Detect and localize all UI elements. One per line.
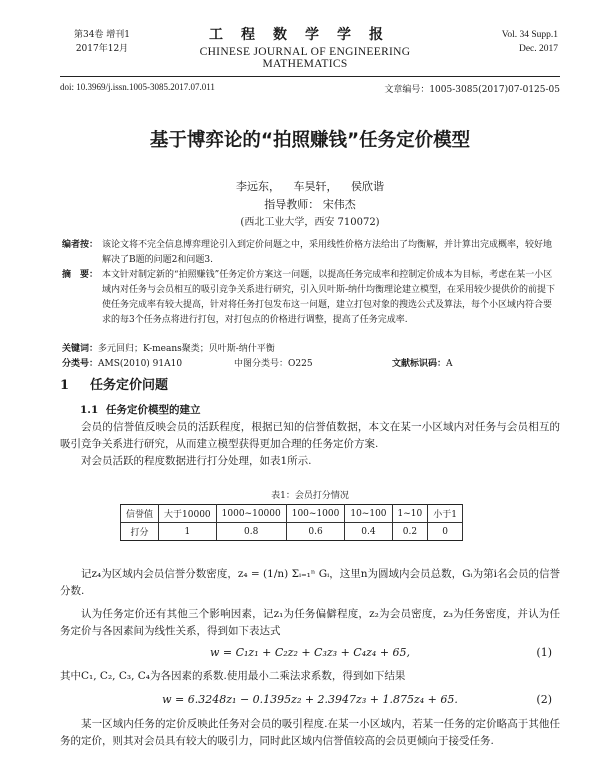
header-right: [468, 28, 558, 56]
doc-code-label: 文献标识码：: [392, 359, 447, 369]
table-header-cell: 大于10000: [159, 505, 217, 523]
authors: 李远东， 车昊轩， 侯欣谐: [236, 180, 384, 193]
equation-2-number: (2): [536, 693, 552, 706]
section-1-1-title: 任务定价模型的建立: [106, 404, 201, 416]
keywords-label: 关键词：: [62, 344, 99, 354]
date-en: Dec. 2017: [518, 44, 558, 54]
table-cell: 0.8: [216, 523, 286, 541]
table-header-cell: 信誉值: [121, 505, 159, 523]
section-1-title: 任务定价问题: [90, 378, 169, 393]
volume-cn: 第34卷 增刊1: [73, 30, 131, 40]
editor-note-text: 该论文将不完全信息博弈理论引入到定价问题之中，采用线性价格方法给出了均衡解，并计算出完成概率，较好地解决了B题的问题2和问题3.: [102, 240, 553, 265]
equation-1-number: (1): [536, 646, 552, 659]
table-header-cell: 小于1: [428, 505, 463, 523]
editor-note-label: 编者按：: [62, 240, 99, 250]
journal-title-en: CHINESE JOURNAL OF ENGINEERING MATHEMATICS: [199, 46, 411, 70]
paragraph-2: 对会员活跃的程度数据进行打分处理，如表1所示.: [81, 455, 312, 467]
equation-1-body: w = C₁z₁ + C₂z₂ + C₃z₃ + C₄z₄ + 65,: [209, 646, 411, 659]
keywords-text: 多元回归；K-means聚类；贝叶斯-纳什平衡: [98, 344, 275, 354]
section-1-number: 1: [60, 378, 70, 393]
table-header-cell: 1~10: [392, 505, 428, 523]
clc-text: O225: [288, 359, 313, 369]
date-cn: 2017年12月: [75, 44, 129, 54]
table-cell: 0.2: [392, 523, 428, 541]
table-cell: 0.4: [345, 523, 392, 541]
section-1-1-heading: [80, 402, 201, 417]
equation-2: [60, 693, 560, 711]
journal-title-cn: 工程数学学报: [209, 27, 401, 43]
abstract: [62, 268, 558, 328]
table-cell: 打分: [121, 523, 159, 541]
paper-title: 基于博弈论的“拍照赚钱”任务定价模型: [149, 130, 471, 151]
editor-note: [62, 238, 558, 268]
doi: doi: 10.3969/j.issn.1005-3085.2017.07.011: [60, 82, 215, 92]
table-header-cell: 1000~10000: [216, 505, 286, 523]
classification-text: AMS(2010) 91A10: [98, 359, 183, 369]
equation-2-body: w = 6.3248z₁ − 0.1395z₂ + 2.3947z₃ + 1.875z₄ + 65.: [162, 693, 458, 706]
abstract-text: 本文针对制定新的“拍照赚钱”任务定价方案这一问题，以提高任务完成率和控制定价成本为目标，考虑在某一小区域内对任务与会员相互的吸引竞争关系进行研究，引入贝叶斯-纳什均衡理论建立模型，在采用较少提供价的前提下使任务完成率有较大提高，针对将任务打包发布这一问题，建立打包对象的搜选公式及算法，每个小区域内符合要求的每3个任务点将进行打包，对打包点的价格进行调整，提高了任务完成率.: [102, 270, 556, 325]
classification-row: [62, 357, 558, 372]
table-cell: 1: [159, 523, 217, 541]
front-matter: [62, 238, 558, 328]
doc-code-text: A: [446, 359, 453, 369]
paragraph-6: 某一区域内任务的定价反映此任务对会员的吸引程度.在某一小区域内，若某一任务的定价略高于其他任务的定价，则其对会员具有较大的吸引力，同时此区域内信誉值较高的会员更倾向于接受任务.: [60, 718, 560, 747]
advisor: 指导教师： 宋伟杰: [264, 198, 356, 211]
table-caption: 表1：会员打分情况: [271, 491, 349, 501]
section-1-1-number: 1.1: [80, 404, 99, 416]
table-cell: 0: [428, 523, 463, 541]
paper-meta: [62, 342, 558, 372]
section-1-heading: [60, 374, 168, 393]
score-table: [120, 504, 463, 541]
table-cell: 0.6: [286, 523, 345, 541]
table-header-cell: 10~100: [345, 505, 392, 523]
abstract-label: 摘 要：: [62, 270, 99, 280]
clc-label: 中图分类号：: [234, 359, 289, 369]
table-header-row: [121, 505, 463, 523]
article-number: 文章编号：1005-3085(2017)07-0125-05: [384, 85, 560, 95]
table-header-cell: 100~1000: [286, 505, 345, 523]
paragraph-3: 记z₄为区域内会员信誉分数密度，z₄ = (1/n) Σᵢ₌₁ⁿ Gᵢ，这里n为圆域内会员总数，Gᵢ为第i名会员的信誉分数.: [60, 568, 560, 597]
paragraph-1: 会员的信誉值反映会员的活跃程度，根据已知的信誉值数据，本文在某一小区域内对任务与会员相互的吸引竞争关系进行研究，从而建立模型获得更加合理的任务定价方案.: [60, 421, 560, 450]
keywords: [62, 342, 558, 357]
header-center: [160, 24, 450, 70]
classification-label: 分类号：: [62, 359, 99, 369]
table-row: [121, 523, 463, 541]
header-rule: [60, 76, 560, 77]
paragraph-5: 其中C₁, C₂, C₃, C₄为各因素的系数.使用最小二乘法求系数，得到如下结果: [60, 670, 406, 682]
paragraph-4: 认为任务定价还有其他三个影响因素，记z₁为任务偏僻程度，z₂为会员密度，z₃为任务密度，并认为任务定价与各因素间为线性关系，得到如下表达式: [60, 608, 560, 637]
header-left: [62, 28, 142, 56]
volume-en: Vol. 34 Supp.1: [501, 30, 558, 40]
equation-1: [60, 646, 560, 664]
affiliation: (西北工业大学，西安 710072): [240, 217, 380, 228]
